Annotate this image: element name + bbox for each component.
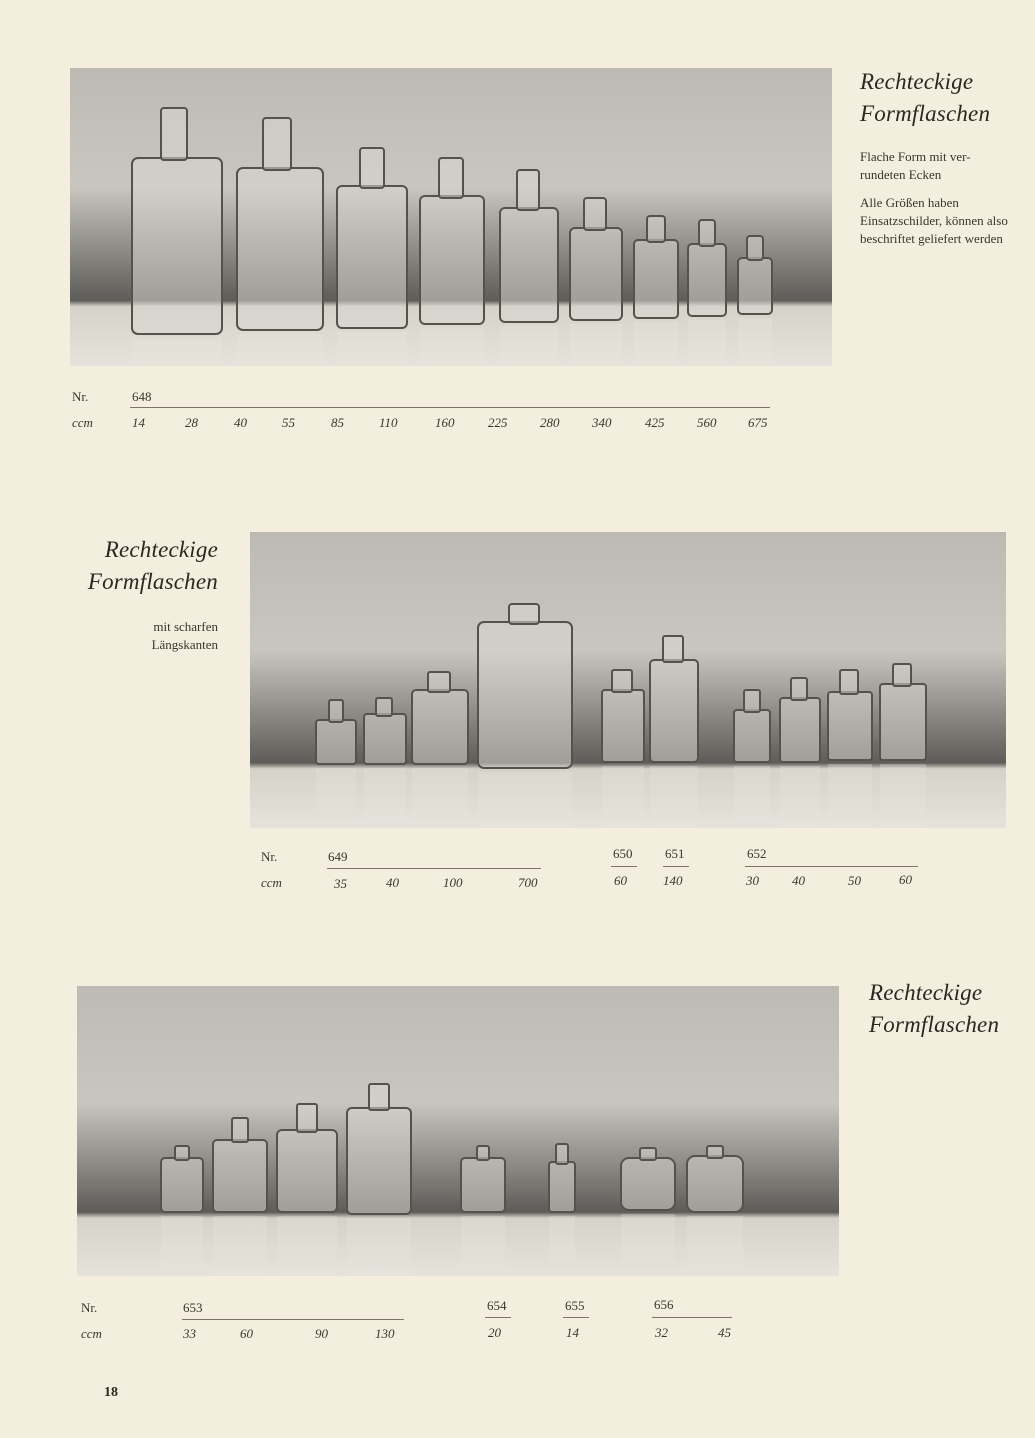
section3-nr-654: 654 xyxy=(487,1298,507,1313)
section2-title xyxy=(60,534,218,598)
section2-title-line1: Rechteckige xyxy=(104,537,218,562)
section1-ccm-5: 110 xyxy=(379,415,398,430)
section2-nr-652: 652 xyxy=(747,846,767,861)
section1-ccm-3: 55 xyxy=(282,415,295,430)
bottle-photo-2 xyxy=(250,532,1006,828)
bottle-photo-3 xyxy=(77,986,839,1276)
section2-desc1: mit scharfen Längskanten xyxy=(151,619,218,652)
section2-ccm-label: ccm xyxy=(261,875,282,890)
section1-ccm-label: ccm xyxy=(72,415,93,430)
section3-nr-656: 656 xyxy=(654,1297,674,1312)
section1-title xyxy=(860,66,990,130)
section1-nr-label: Nr. xyxy=(72,389,89,404)
section2-title-line2: Formflaschen xyxy=(87,569,218,594)
section2-rule-652 xyxy=(745,866,918,867)
section1-ccm-11: 560 xyxy=(697,415,717,430)
section1-desc2: Alle Größen haben Einsatzschilder, können also beschriftet geliefert werden xyxy=(860,195,1008,246)
section1-rule xyxy=(130,407,770,408)
section1-ccm-9: 340 xyxy=(592,415,612,430)
section1-nr-648: 648 xyxy=(132,389,152,404)
section2-ccm-0: 35 xyxy=(334,876,347,891)
bottle-illustration-3 xyxy=(77,986,839,1276)
section3-rule-656 xyxy=(652,1317,732,1318)
section2-nr-649: 649 xyxy=(328,849,348,864)
section3-ccm-0: 33 xyxy=(183,1326,196,1341)
section2-ccm-1: 40 xyxy=(386,875,399,890)
section3-ccm-4: 20 xyxy=(488,1325,501,1340)
section1-ccm-2: 40 xyxy=(234,415,247,430)
section3-rule-654 xyxy=(485,1317,511,1318)
section1-ccm-8: 280 xyxy=(540,415,560,430)
section3-ccm-7: 45 xyxy=(718,1325,731,1340)
section1-ccm-6: 160 xyxy=(435,415,455,430)
section3-ccm-3: 130 xyxy=(375,1326,395,1341)
section2-ccm-9: 60 xyxy=(899,872,912,887)
section2-ccm-4: 60 xyxy=(614,873,627,888)
bottle-photo-1 xyxy=(70,68,832,366)
section3-title-line2: Formflaschen xyxy=(869,1012,1000,1037)
section2-ccm-2: 100 xyxy=(443,875,463,890)
section1-title-line2: Formflaschen xyxy=(860,101,991,126)
section1-ccm-0: 14 xyxy=(132,415,145,430)
section2-nr-650: 650 xyxy=(613,846,633,861)
section1-title-line1: Rechteckige xyxy=(860,69,974,94)
section1-ccm-10: 425 xyxy=(645,415,665,430)
section2-description xyxy=(98,618,218,664)
section3-rule-655 xyxy=(563,1317,589,1318)
section1-ccm-12: 675 xyxy=(748,415,768,430)
page-number: 18 xyxy=(104,1385,118,1400)
section3-title xyxy=(869,977,999,1041)
section2-ccm-7: 40 xyxy=(792,873,805,888)
section2-ccm-3: 700 xyxy=(518,875,538,890)
section2-rule-649 xyxy=(327,868,541,869)
section1-description xyxy=(860,148,1010,258)
section2-ccm-6: 30 xyxy=(746,873,759,888)
section3-nr-655: 655 xyxy=(565,1298,585,1313)
section2-nr-651: 651 xyxy=(665,846,685,861)
section3-rule-653 xyxy=(182,1319,404,1320)
section3-ccm-label: ccm xyxy=(81,1326,102,1341)
section3-ccm-1: 60 xyxy=(240,1326,253,1341)
bottle-illustration-2 xyxy=(250,532,1006,828)
section2-nr-label: Nr. xyxy=(261,849,278,864)
section2-ccm-5: 140 xyxy=(663,873,683,888)
section1-ccm-1: 28 xyxy=(185,415,198,430)
section3-ccm-5: 14 xyxy=(566,1325,579,1340)
section3-title-line1: Rechteckige xyxy=(869,980,983,1005)
section1-desc1: Flache Form mit ver- rundeten Ecken xyxy=(860,149,971,182)
section3-ccm-6: 32 xyxy=(655,1325,668,1340)
section1-ccm-4: 85 xyxy=(331,415,344,430)
section2-ccm-8: 50 xyxy=(848,873,861,888)
section3-nr-653: 653 xyxy=(183,1300,203,1315)
section1-ccm-7: 225 xyxy=(488,415,508,430)
bottle-illustration-1 xyxy=(70,68,832,366)
section3-nr-label: Nr. xyxy=(81,1300,98,1315)
section3-ccm-2: 90 xyxy=(315,1326,328,1341)
section2-rule-650 xyxy=(611,866,637,867)
section2-rule-651 xyxy=(663,866,689,867)
